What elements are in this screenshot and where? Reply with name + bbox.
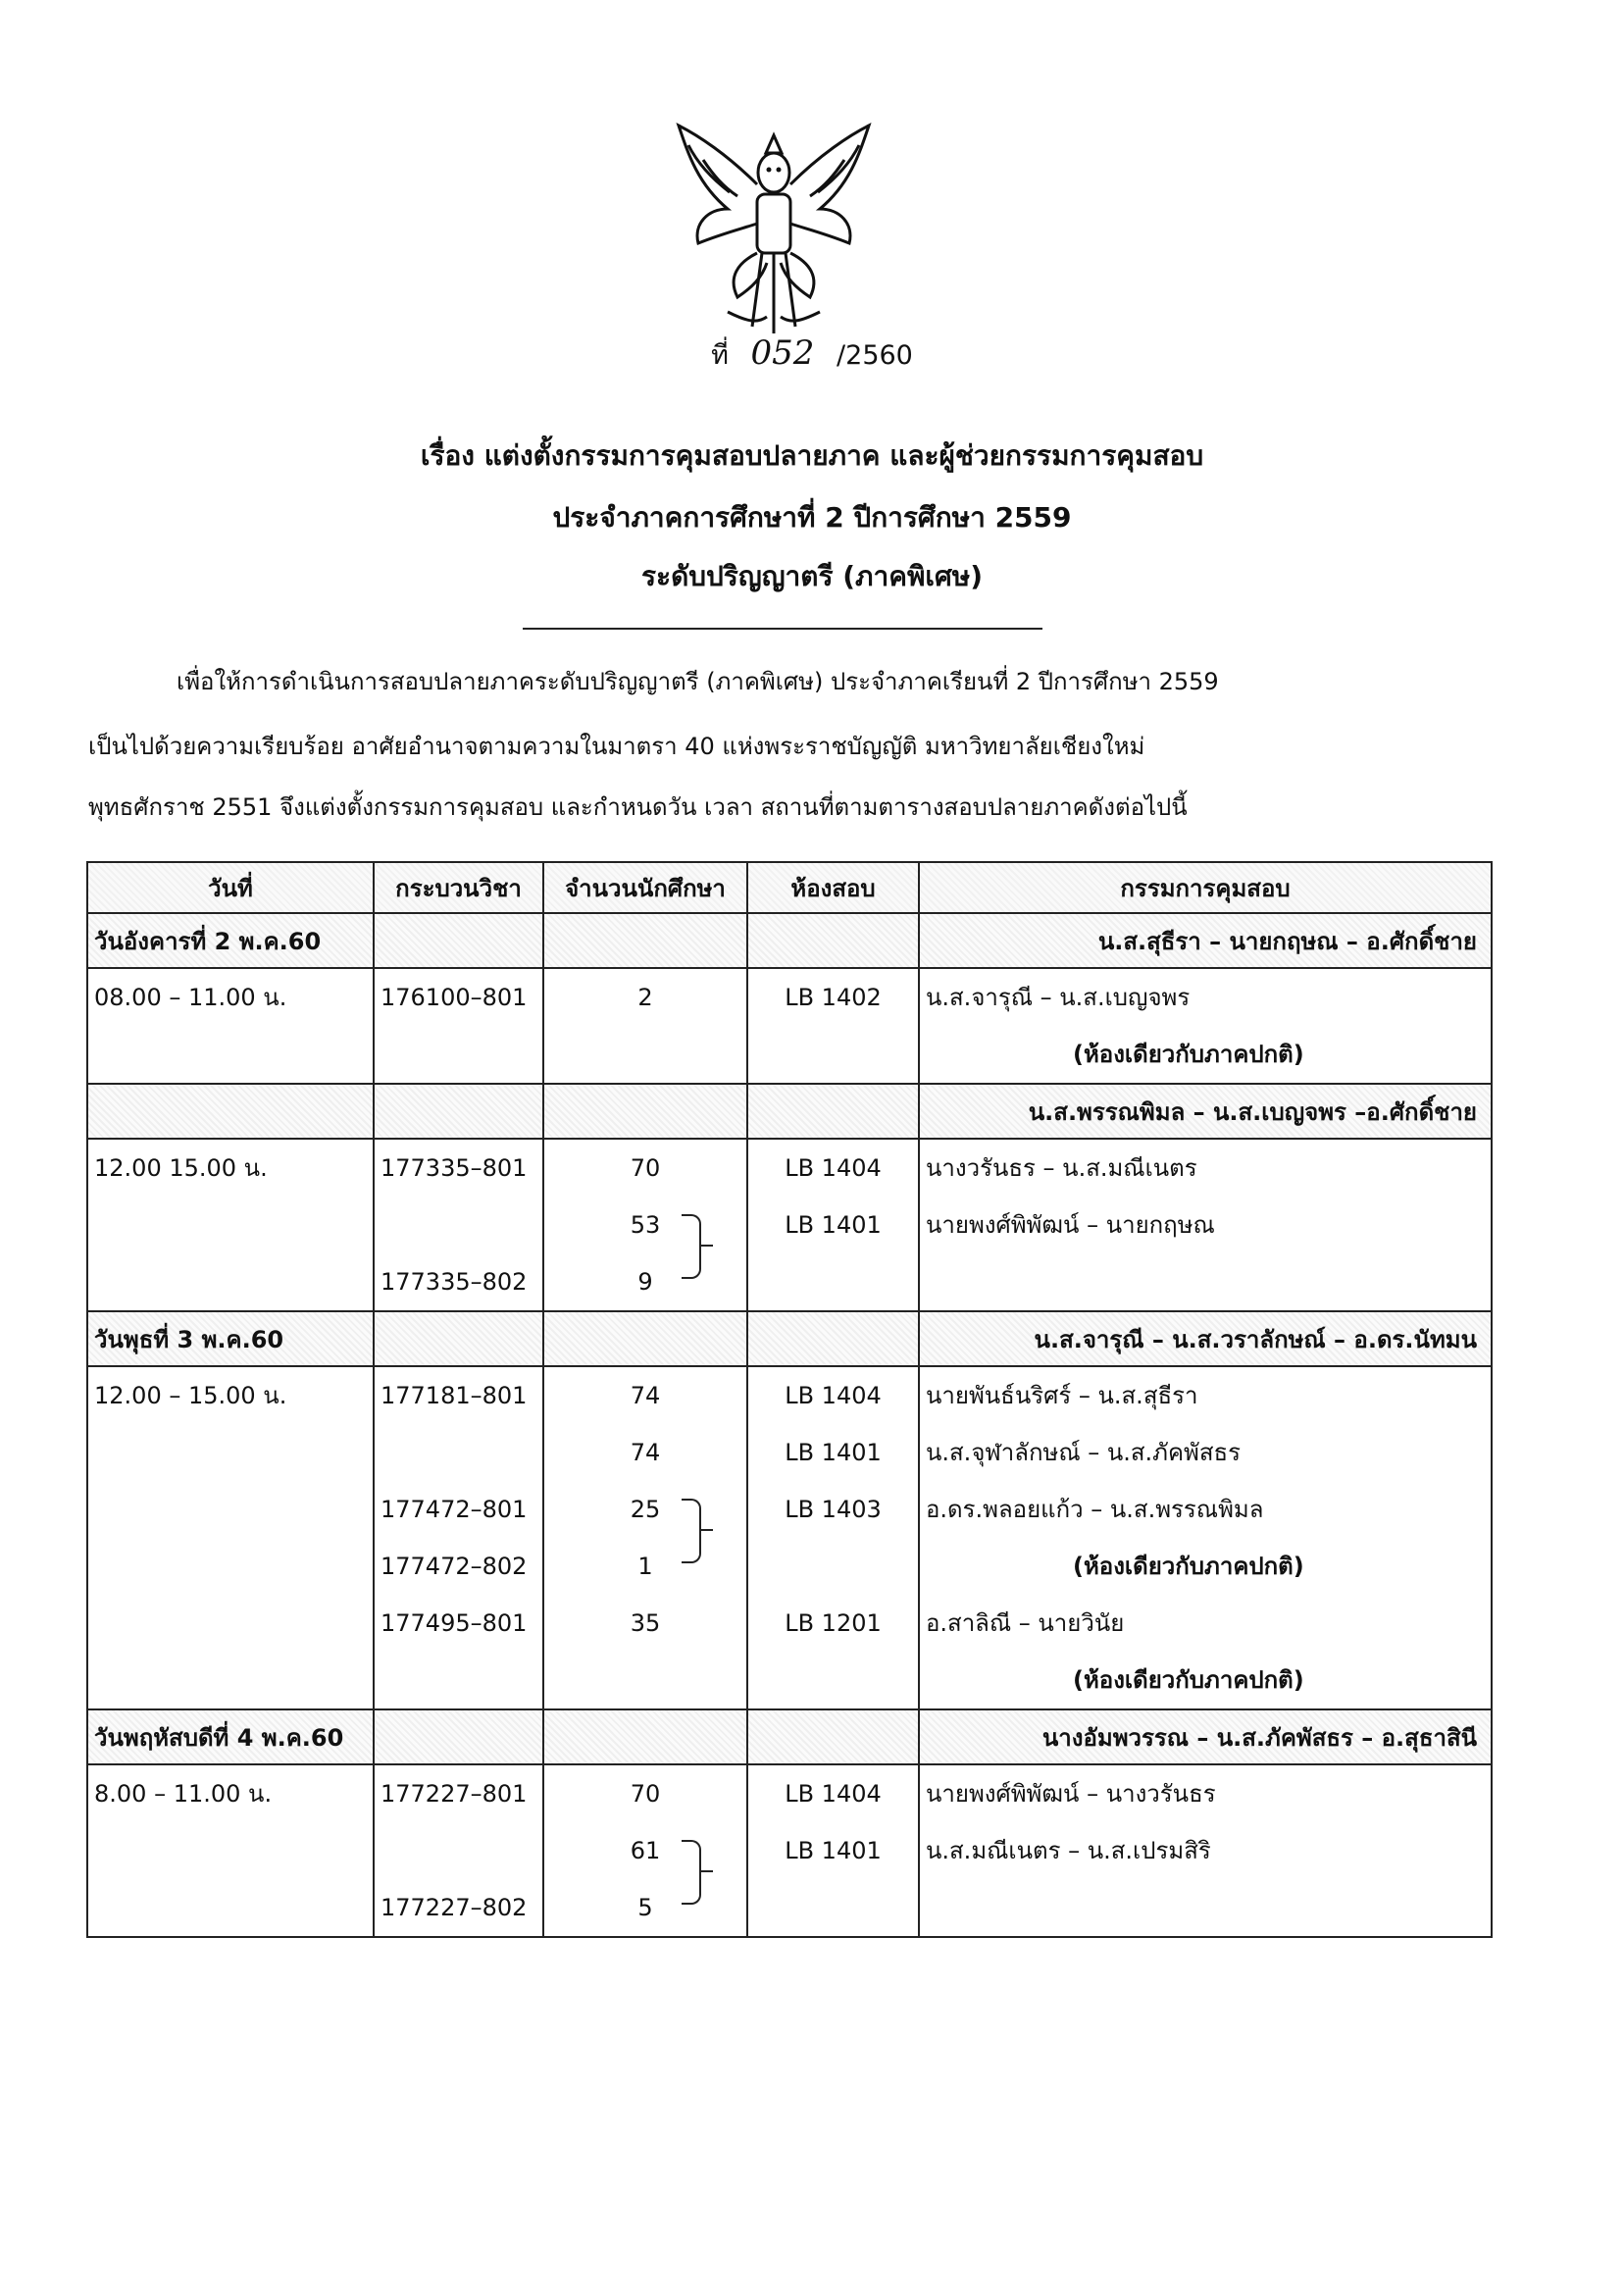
header-course: กระบวนวิชา (374, 862, 543, 913)
header-date: วันที่ (87, 862, 374, 913)
course-code: 177335–802 (381, 1268, 528, 1296)
header-committee: กรรมการคุมสอบ (919, 862, 1492, 913)
table-header-row (87, 862, 1492, 913)
day-date: วันพฤหัสบดีที่ 4 พ.ค.60 (87, 1709, 374, 1764)
course-code: 177495–801 (381, 1609, 528, 1637)
body-paragraph-line-3: พุทธศักราช 2551 จึงแต่งตั้งกรรมการคุมสอบ และกำหนดวัน เวลา สถานที่ตามตารางสอบปลายภาคดังต่อไปนี้ (88, 793, 1188, 821)
day-row (87, 1084, 1492, 1139)
day-head-committee: นางอัมพวรรณ – น.ส.ภัคพัสธร – อ.สุธาสินี (919, 1709, 1492, 1764)
bracket-icon (682, 1214, 701, 1279)
course-code: 177335–801 (381, 1154, 528, 1182)
committee-names: อ.สาลิณี – นายวินัย (926, 1609, 1125, 1637)
student-count: 70 (630, 1154, 661, 1182)
subject-line: เรื่อง แต่งตั้งกรรมการคุมสอบปลายภาค และผู้ช่วยกรรมการคุมสอบ (420, 439, 1204, 472)
bracket-icon (682, 1840, 701, 1905)
body-paragraph-line-2: เป็นไปด้วยความเรียบร้อย อาศัยอำนาจตามความในมาตรา 40 แห่งพระราชบัญญัติ มหาวิทยาลัยเชียงใหม่ (88, 733, 1145, 760)
same-room-note: (ห้องเดียวกับภาคปกติ) (1073, 1041, 1304, 1068)
semester-line: ประจำภาคการศึกษาที่ 2 ปีการศึกษา 2559 (552, 501, 1072, 534)
exam-room: LB 1401 (785, 1837, 882, 1864)
same-room-note: (ห้องเดียวกับภาคปกติ) (1073, 1553, 1304, 1580)
student-count: 1 (637, 1553, 653, 1580)
table-row (87, 968, 1492, 1084)
doc-year: /2560 (837, 340, 913, 371)
committee-names: นางวรันธร – น.ส.มณีเนตร (926, 1154, 1197, 1182)
table-row (87, 1764, 1492, 1937)
exam-room: LB 1402 (785, 984, 882, 1011)
student-count: 9 (637, 1268, 653, 1296)
student-count: 53 (630, 1211, 661, 1239)
course-code: 177227–802 (381, 1894, 528, 1921)
committee-names: น.ส.จุฬาลักษณ์ – น.ส.ภัคพัสธร (926, 1439, 1242, 1466)
doc-prefix: ที่ (711, 340, 729, 371)
exam-room: LB 1401 (785, 1211, 882, 1239)
committee-names: อ.ดร.พลอยแก้ว – น.ส.พรรณพิมล (926, 1496, 1264, 1523)
day-row (87, 1311, 1492, 1366)
student-count: 70 (630, 1780, 661, 1808)
day-row (87, 1709, 1492, 1764)
exam-room: LB 1403 (785, 1496, 882, 1523)
committee-names: น.ส.จารุณี – น.ส.เบญจพร (926, 984, 1191, 1011)
exam-schedule-table (86, 861, 1493, 1938)
bracket-icon (682, 1499, 701, 1563)
document-number (0, 333, 1624, 376)
body-paragraph-line-1: เพื่อให้การดำเนินการสอบปลายภาคระดับปริญญาตรี (ภาคพิเศษ) ประจำภาคเรียนที่ 2 ปีการศึกษา 2559 (177, 668, 1219, 695)
student-count: 25 (630, 1496, 661, 1523)
exam-room: LB 1404 (785, 1154, 882, 1182)
student-count: 35 (630, 1609, 661, 1637)
table-row (87, 1366, 1492, 1709)
committee-names: นายพงศ์พิพัฒน์ – นางวรันธร (926, 1780, 1216, 1808)
title-divider (523, 628, 1042, 630)
day-row (87, 913, 1492, 968)
course-code: 177472–802 (381, 1553, 528, 1580)
student-count: 74 (630, 1382, 661, 1409)
course-code: 176100–801 (381, 984, 528, 1011)
exam-room: LB 1404 (785, 1382, 882, 1409)
course-code: 177472–801 (381, 1496, 528, 1523)
same-room-note: (ห้องเดียวกับภาคปกติ) (1073, 1666, 1304, 1694)
exam-room: LB 1404 (785, 1780, 882, 1808)
day-head-committee: น.ส.จารุณี – น.ส.วราลักษณ์ – อ.ดร.นัทมน (919, 1311, 1492, 1366)
header-student-count: จำนวนนักศึกษา (543, 862, 747, 913)
garuda-emblem-icon (659, 116, 888, 339)
student-count: 61 (630, 1837, 661, 1864)
student-count: 74 (630, 1439, 661, 1466)
student-count: 2 (637, 984, 653, 1011)
header-room: ห้องสอบ (747, 862, 919, 913)
exam-time: 12.00 – 15.00 น. (94, 1382, 287, 1409)
exam-room: LB 1201 (785, 1609, 882, 1637)
day-date: วันอังคารที่ 2 พ.ค.60 (87, 913, 374, 968)
committee-names: นายพงศ์พิพัฒน์ – นายกฤษณ (926, 1211, 1215, 1239)
committee-names: นายพันธ์นริศร์ – น.ส.สุธีรา (926, 1382, 1198, 1409)
degree-line: ระดับปริญญาตรี (ภาคพิเศษ) (640, 560, 984, 592)
exam-room: LB 1401 (785, 1439, 882, 1466)
course-code: 177181–801 (381, 1382, 528, 1409)
course-code: 177227–801 (381, 1780, 528, 1808)
day-head-committee: น.ส.สุธีรา – นายกฤษณ – อ.ศักดิ์ชาย (919, 913, 1492, 968)
exam-time: 8.00 – 11.00 น. (94, 1780, 273, 1808)
day-date: วันพุธที่ 3 พ.ค.60 (87, 1311, 374, 1366)
exam-time: 12.00 15.00 น. (94, 1154, 268, 1182)
table-row (87, 1139, 1492, 1311)
day-head-committee: น.ส.พรรณพิมล – น.ส.เบญจพร –อ.ศักดิ์ชาย (919, 1084, 1492, 1139)
doc-number: 052 (750, 333, 815, 373)
exam-time: 08.00 – 11.00 น. (94, 984, 287, 1011)
committee-names: น.ส.มณีเนตร – น.ส.เปรมสิริ (926, 1837, 1211, 1864)
student-count: 5 (637, 1894, 653, 1921)
